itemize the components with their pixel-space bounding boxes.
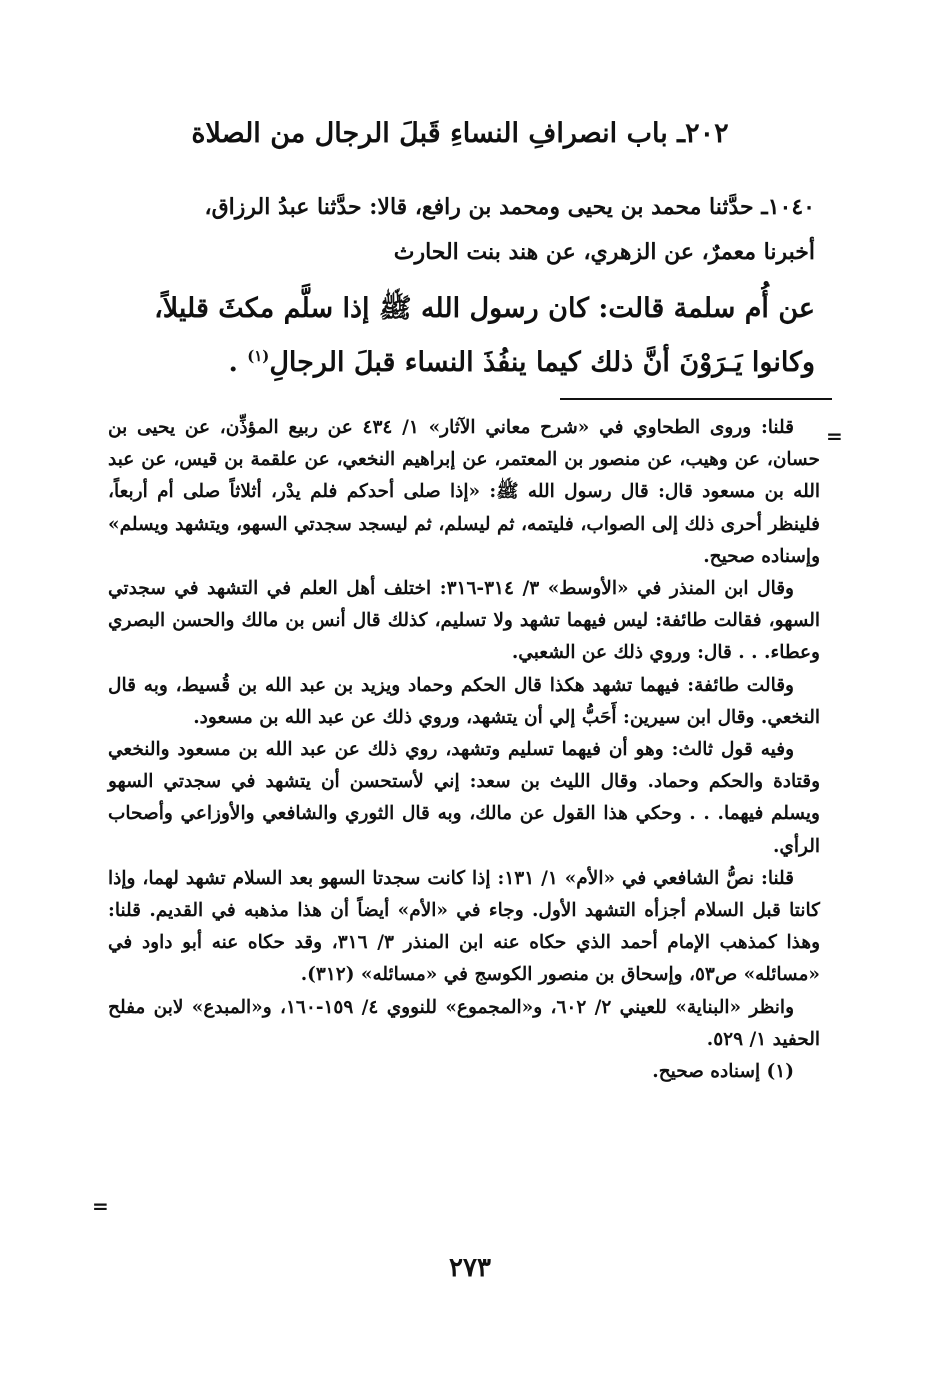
matn-line-2-text: وكانوا يَـرَوْنَ أنَّ ذلك كيما ينفُذَ النساء قبلَ الرجالِ [269, 347, 815, 378]
continuation-mark-bottom: = [92, 1194, 109, 1218]
footnote-paragraph: وفيه قول ثالث: وهو أن فيهما تسليم وتشهد، روي ذلك عن عبد الله بن مسعود والنخعي وقتادة والحكم وحماد. وقال الليث بن سعد: إني لأستحسن أن يتشهد في سجدتي السهو ويسلم فيهما. . . وحكي هذا القول عن مالك، وبه قال الثوري والشافعي والأوزاعي وأصحاب الرأي. [108, 739, 820, 857]
matn-end-punctuation: . [228, 347, 248, 378]
hadith-isnad [110, 185, 815, 275]
isnad-line-2: أخبرنا معمرٌ، عن الزهري، عن هند بنت الحارث [393, 239, 815, 265]
footnote-paragraph: وقال ابن المنذر في «الأوسط» ٣/ ٣١٤-٣١٦: اختلف أهل العلم في التشهد في سجدتي السهو، فقالت طائفة: ليس فيهما تشهد ولا تسليم، كذلك قال أنس بن مالك والحسن البصري وعطاء. . . قال: وروي ذلك عن الشعبي. [108, 578, 820, 664]
footnote-separator [560, 398, 832, 400]
footnotes-section [108, 412, 820, 1088]
footnote-reference[interactable]: (١) [247, 347, 270, 365]
continuation-mark-top: = [826, 424, 843, 448]
footnote-paragraph: قلنا: وروى الطحاوي في «شرح معاني الآثار» ١/ ٤٣٤ عن ربيع المؤذِّن، عن يحيى بن حسان، عن وهيب، عن منصور بن المعتمر، عن إبراهيم النخعي، عن علقمة بن قيس، عن عبد الله بن مسعود قال: قال رسول الله ﷺ: «إذا صلى أحدكم فلم يدْر، أثلاثاً صلى أم أربعاً، فلينظر أحرى ذلك إلى الصواب، فليتمه، ثم ليسلم، ثم ليسجد سجدتي السهو، ويتشهد ويسلم» وإسناده صحيح. [108, 417, 820, 567]
footnote-1: (١) إسناده صحيح. [652, 1061, 794, 1083]
matn-line-1: عن أُم سلمة قالت: كان رسول الله ﷺ إذا سلَّم مكثَ قليلاً، [154, 293, 815, 324]
hadith-matn [110, 282, 815, 390]
chapter-title: ٢٠٢ـ باب انصرافِ النساءِ قَبلَ الرجال من الصلاة [191, 118, 729, 149]
footnote-paragraph: وانظر «البناية» للعيني ٢/ ٦٠٢، و«المجموع» للنووي ٤/ ١٥٩-١٦٠، و«المبدع» لابن مفلح الحفيد ١/ ٥٢٩. [108, 996, 820, 1050]
isnad-line-1: ١٠٤٠ـ حدَّثنا محمد بن يحيى ومحمد بن رافع، قالا: حدَّثنا عبدُ الرزاق، [204, 194, 815, 220]
matn-line-2 [110, 336, 815, 390]
page-number: ٢٧٣ [449, 1253, 491, 1283]
footnote-paragraph: قلنا: نصُّ الشافعي في «الأم» ١/ ١٣١: إذا كانت سجدتا السهو بعد السلام تشهد لهما، وإذا كانتا قبل السلام أجزأه التشهد الأول. وجاء في «الأم» أيضاً أن هذا مذهبه في القديم. قلنا: وهذا كمذهب الإمام أحمد الذي حكاه عنه ابن المنذر ٣/ ٣١٦، وقد حكاه عنه أبو داود في «مسائله» ص٥٣، وإسحاق بن منصور الكوسج في «مسائله» (٣١٢). [108, 867, 821, 986]
footnote-paragraph: وقالت طائفة: فيهما تشهد هكذا قال الحكم وحماد ويزيد بن عبد الله بن قُسيط، وبه قال النخعي. وقال ابن سيرين: أَحَبُّ إلي أن يتشهد، وروي ذلك عن عبد الله بن مسعود. [108, 674, 820, 728]
